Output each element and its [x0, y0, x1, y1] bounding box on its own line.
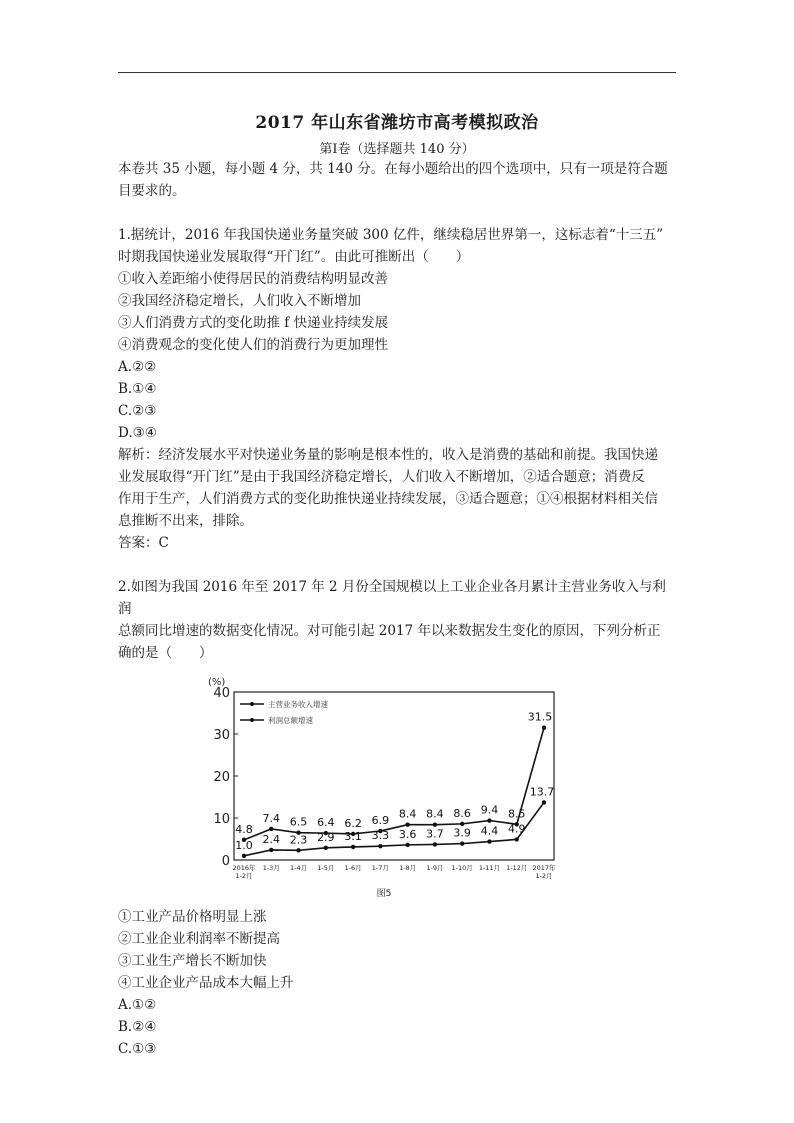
growth-chart — [204, 672, 564, 900]
data-label: 8.4 — [426, 807, 444, 821]
data-label: 3.7 — [426, 827, 444, 841]
x-tick-label: 1-8月 — [399, 864, 417, 872]
y-tick-label: 20 — [213, 770, 230, 785]
exam-body — [118, 158, 678, 1060]
q1-option-d: D.③④ — [118, 425, 157, 441]
q1-analysis: 作用于生产，人们消费方式的变化助推快递业持续发展，③适合题意；①④根据材料相关信 — [118, 491, 658, 507]
data-point — [460, 841, 464, 845]
x-tick-label: 1-11月 — [478, 864, 501, 872]
data-label: 9.4 — [480, 803, 499, 817]
legend-marker — [250, 702, 254, 706]
q1-statement: ①收入差距缩小使得居民的消费结构明显改善 — [118, 271, 388, 287]
q1-statement: ④消费观念的变化使人们的消费行为更加理性 — [118, 337, 388, 353]
data-point — [542, 800, 546, 804]
x-tick-label: 1-4月 — [289, 864, 308, 872]
y-tick-label: 0 — [221, 854, 230, 869]
q1-analysis: 息推断不出来，排除。 — [118, 513, 253, 529]
data-label: 6.5 — [289, 815, 308, 829]
data-point — [378, 844, 382, 848]
data-label: 31.5 — [527, 710, 553, 724]
data-label: 8.6 — [453, 806, 471, 820]
data-point — [433, 842, 437, 846]
q1-analysis: 解析：经济发展水平对快递业务量的影响是根本性的，收入是消费的基础和前提。我国快递 — [118, 447, 658, 463]
data-point — [405, 823, 409, 827]
data-label: 4.4 — [480, 824, 499, 838]
data-point — [296, 848, 300, 852]
data-point — [487, 839, 491, 843]
q2-statement: ④工业企业产品成本大幅上升 — [118, 975, 294, 991]
q1-option-c: C.②③ — [118, 403, 157, 419]
q2-option-a: A.①② — [118, 997, 157, 1013]
q1-option-b: B.①④ — [118, 381, 157, 397]
x-tick-label: 1-2月 — [235, 872, 253, 880]
q1-analysis: 业发展取得“开门红”是由于我国经济稳定增长，人们收入不断增加，②适合题意；消费反 — [118, 469, 645, 485]
q1-statement: ③人们消费方式的变化助推 f 快递业持续发展 — [118, 315, 389, 331]
x-tick-label: 1-3月 — [262, 864, 280, 872]
chart-caption: 图5 — [376, 889, 392, 899]
x-tick-label: 1-5月 — [317, 864, 335, 872]
x-tick-label: 2016年 — [232, 864, 256, 872]
data-label: 3.9 — [453, 826, 471, 840]
q2-statement: ②工业企业利润率不断提高 — [118, 931, 280, 947]
data-label: 6.4 — [317, 816, 335, 830]
instructions-line: 目要求的。 — [118, 183, 186, 199]
x-tick-label: 1-6月 — [344, 864, 362, 872]
x-tick-label: 1-10月 — [451, 864, 473, 872]
q2-option-c: C.①③ — [118, 1041, 157, 1057]
data-label: 8.4 — [398, 807, 417, 821]
data-point — [242, 854, 246, 858]
data-point — [487, 818, 491, 822]
data-label: 3.1 — [344, 829, 362, 843]
section-heading: 第Ⅰ卷（选择题共 140 分） — [319, 142, 475, 157]
legend-marker — [250, 718, 254, 722]
instructions-line: 本卷共 35 小题，每小题 4 分，共 140 分。在每小题给出的四个选项中，只有一项是符合题 — [118, 161, 668, 177]
y-axis-unit: (%) — [208, 677, 226, 688]
data-label: 3.6 — [398, 827, 417, 841]
x-tick-label: 1-12月 — [506, 864, 528, 872]
q2-stem: 确的是（ ） — [118, 645, 213, 661]
y-tick-label: 10 — [213, 812, 230, 827]
x-tick-label: 1-7月 — [371, 864, 389, 872]
q1-answer: 答案：C — [118, 535, 169, 551]
y-tick-label: 40 — [213, 686, 230, 701]
data-point — [351, 845, 355, 849]
q2-statement: ③工业生产增长不断加快 — [118, 953, 267, 969]
growth-line-chart — [204, 672, 564, 900]
data-point — [542, 726, 546, 730]
data-label: 2.9 — [317, 830, 335, 844]
data-label: 13.7 — [529, 785, 555, 799]
x-tick-label: 1-9月 — [426, 864, 444, 872]
data-point — [269, 827, 273, 831]
q2-stem: 2.如图为我国 2016 年至 2017 年 2 月份全国规模以上工业企业各月累计主营业务收入与利润 — [118, 579, 666, 617]
data-point — [269, 848, 273, 852]
data-point — [405, 843, 409, 847]
data-label: 4.9 — [507, 822, 526, 836]
q2-option-b: B.②④ — [118, 1019, 157, 1035]
q2-stem: 总额同比增速的数据变化情况。对可能引起 2017 年以来数据发生变化的原因，下列分析正 — [118, 623, 661, 639]
data-label: 2.3 — [289, 833, 308, 847]
data-label: 8.5 — [507, 807, 526, 821]
series-line — [244, 802, 544, 855]
data-label: 1.0 — [235, 838, 253, 852]
q1-stem: 时期我国快递业发展取得“开门红”。由此可推断出（ ） — [118, 249, 470, 265]
data-label: 6.2 — [344, 816, 362, 830]
legend-label: 利润总额增速 — [268, 716, 313, 725]
x-tick-label: 2017年 — [532, 864, 556, 872]
data-point — [324, 846, 328, 850]
data-label: 3.3 — [371, 829, 390, 843]
q1-statement: ②我国经济稳定增长，人们收入不断增加 — [118, 293, 361, 309]
q1-option-a: A.②② — [118, 359, 157, 375]
q1-stem: 1.据统计，2016 年我国快递业务量突破 300 亿件，继续稳居世界第一，这标志着“十三五” — [118, 227, 664, 243]
legend-label: 主营业务收入增速 — [268, 700, 328, 709]
data-label: 2.4 — [262, 832, 281, 846]
data-label: 6.9 — [371, 814, 390, 828]
y-tick-label: 30 — [213, 728, 230, 743]
data-point — [515, 837, 519, 841]
header-rule — [118, 72, 676, 73]
x-tick-label: 1-2月 — [535, 872, 553, 880]
data-label: 7.4 — [262, 811, 281, 825]
exam-title: 2017 年山东省潍坊市高考模拟政治 — [255, 113, 539, 133]
data-label: 4.8 — [235, 822, 253, 836]
q2-statement: ①工业产品价格明显上涨 — [118, 909, 267, 925]
data-point — [460, 822, 464, 826]
data-point — [433, 823, 437, 827]
